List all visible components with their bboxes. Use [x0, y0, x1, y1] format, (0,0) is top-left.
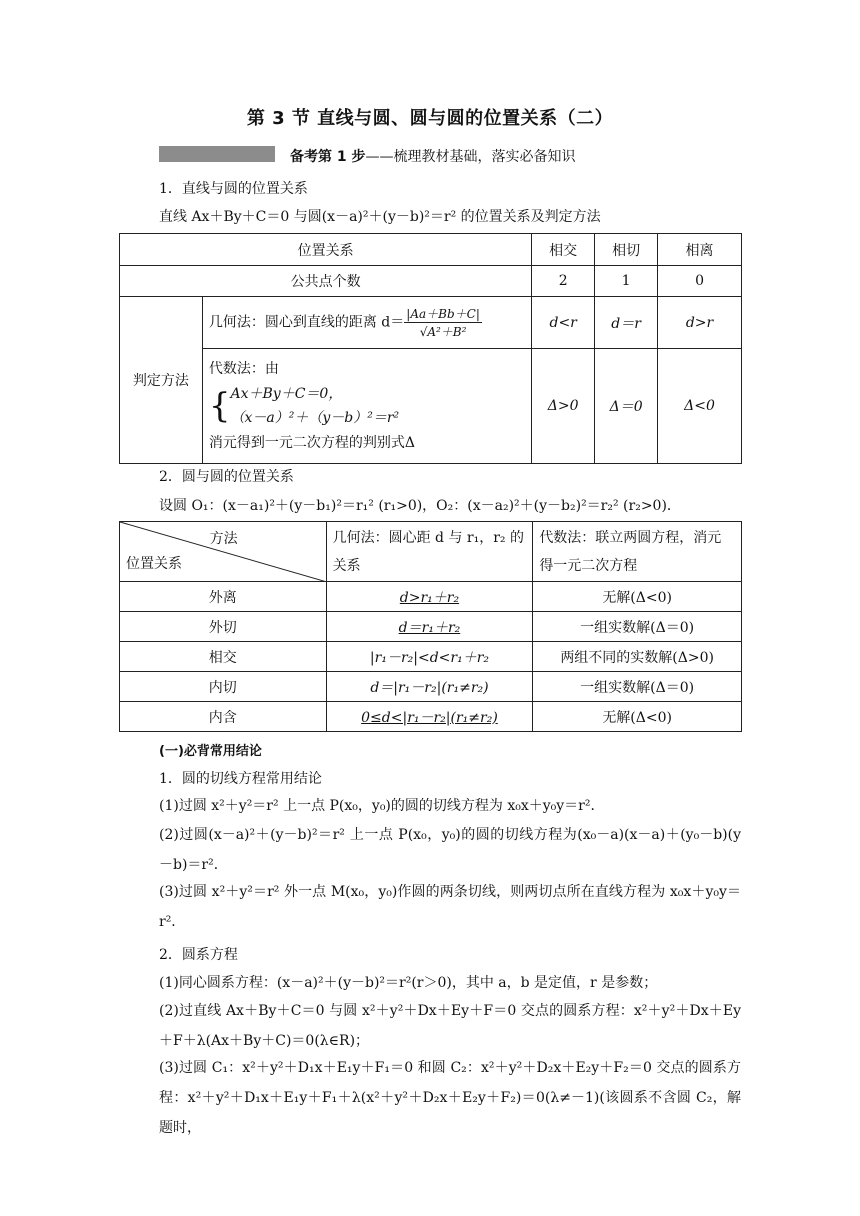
diagonal-header	[120, 522, 327, 582]
system-eq2: （x－a）²＋（y－b）²＝r²	[230, 410, 400, 426]
alg-cell: 一组实数解(Δ＝0)	[533, 672, 742, 702]
alg-cell: 无解(Δ<0)	[533, 582, 742, 612]
fraction-numerator: |Aa＋Bb＋C|	[406, 307, 480, 321]
conclusion-2-1: (1)同心圆系方程：(x－a)²＋(y－b)²＝r²(r＞0)，其中 a，b 是定值，r 是参数；	[159, 975, 658, 991]
common-points-label: 公共点个数	[120, 266, 532, 297]
line-circle-table	[119, 233, 742, 464]
relation-cell: 内含	[120, 702, 327, 732]
common-points-value: 2	[532, 266, 595, 297]
geo-tangent-cond: d＝r	[595, 297, 658, 349]
relation-cell: 外离	[120, 582, 327, 612]
geo-separate-cond: d>r	[658, 297, 742, 349]
discriminant-text: 消元得到一元二次方程的判别式Δ	[208, 435, 415, 451]
alg-cell: 无解(Δ<0)	[533, 702, 742, 732]
header-separate: 相离	[658, 234, 742, 266]
conclusion-1-3: (3)过圆 x²＋y²＝r² 外一点 M(x₀，y₀)作圆的两条切线，则两切点所在直线方程为 x₀x＋y₀y＝r²．	[159, 884, 741, 930]
header-geometric: 几何法：圆心距 d 与 r₁，r₂ 的关系	[326, 522, 533, 582]
geometric-method	[202, 297, 531, 349]
section2-intro: 设圆 O₁：(x－a₁)²＋(y－b₁)²＝r₁² (r₁>0)，O₂：(x－a₂)²＋(y－b₂)²＝r₂² (r₂>0)．	[159, 498, 681, 514]
algebraic-method	[202, 349, 531, 464]
step-number: 备考第 1 步	[290, 149, 366, 165]
alg-cell: 一组实数解(Δ＝0)	[533, 612, 742, 642]
section1-intro: 直线 Ax＋By＋C＝0 与圆(x－a)²＋(y－b)²＝r² 的位置关系及判定方法	[159, 209, 601, 225]
common-points-value: 0	[658, 266, 742, 297]
fraction-denominator: √A²＋B²	[419, 325, 467, 339]
judge-method-label: 判定方法	[120, 297, 203, 464]
common-points-value: 1	[595, 266, 658, 297]
conclusion-2-2: (2)过直线 Ax＋By＋C＝0 与圆 x²＋y²＋Dx＋Ey＋F＝0 交点的圆系方程：x²＋y²＋Dx＋Ey＋F＋λ(Ax＋By＋C)＝0(λ∈R)；	[159, 1003, 741, 1049]
alg-separate-cond: Δ<0	[658, 349, 742, 464]
header-tangent: 相切	[595, 234, 658, 266]
relation-cell: 相交	[120, 642, 327, 672]
system-eq1: Ax＋By＋C＝0，	[230, 386, 343, 402]
geometric-method-text: 几何法：圆心到直线的距离 d＝	[208, 314, 405, 331]
header-relation: 位置关系	[120, 234, 532, 266]
section2-heading: 2．圆与圆的位置关系	[159, 469, 294, 485]
geo-intersect-cond: d<r	[532, 297, 595, 349]
circle-circle-table	[119, 521, 742, 732]
geo-cell: d＝|r₁－r₂|(r₁≠r₂)	[326, 672, 533, 702]
alg-intersect-cond: Δ>0	[532, 349, 595, 464]
alg-cell: 两组不同的实数解(Δ>0)	[533, 642, 742, 672]
step-text: ——梳理教材基础，落实必备知识	[365, 149, 576, 165]
algebraic-method-text: 代数法：由	[208, 361, 279, 377]
conclusions-heading: (一)必背常用结论	[159, 744, 262, 759]
tangent-heading: 1．圆的切线方程常用结论	[159, 771, 322, 787]
circle-system-heading: 2．圆系方程	[159, 947, 238, 963]
alg-tangent-cond: Δ＝0	[595, 349, 658, 464]
conclusion-2-3: (3)过圆 C₁：x²＋y²＋D₁x＋E₁y＋F₁＝0 和圆 C₂：x²＋y²＋D₂x＋E₂y＋F₂＝0 交点的圆系方程：x²＋y²＋D₁x＋E₁y＋F₁＋λ(x²＋y²＋D₂x＋E₂y＋F₂)＝0(λ≠－1)(该圆系不含圆 C₂，解题时，	[159, 1060, 741, 1136]
step-label	[290, 146, 576, 166]
geo-cell: 0≤d<|r₁－r₂|(r₁≠r₂)	[326, 702, 533, 732]
diag-top-label: 方法	[209, 531, 238, 547]
brace-symbol: {	[208, 386, 231, 426]
step-marker-bar	[159, 146, 275, 162]
conclusion-1-1: (1)过圆 x²＋y²＝r² 上一点 P(x₀，y₀)的圆的切线方程为 x₀x＋y₀y＝r²．	[159, 798, 605, 814]
header-algebraic: 代数法：联立两圆方程，消元得一元二次方程	[533, 522, 742, 582]
relation-cell: 外切	[120, 612, 327, 642]
geo-cell: d＝r₁＋r₂	[326, 612, 533, 642]
header-intersect: 相交	[532, 234, 595, 266]
distance-fraction	[404, 305, 482, 340]
section1-heading: 1．直线与圆的位置关系	[159, 181, 308, 197]
page-title: 第 3 节 直线与圆、圆与圆的位置关系（二）	[246, 108, 614, 129]
geo-cell: d>r₁＋r₂	[326, 582, 533, 612]
diag-bottom-label: 位置关系	[126, 556, 182, 572]
equation-system	[209, 382, 525, 430]
relation-cell: 内切	[120, 672, 327, 702]
conclusion-1-2: (2)过圆(x－a)²＋(y－b)²＝r² 上一点 P(x₀，y₀)的圆的切线方程为(x₀－a)(x－a)＋(y₀－b)(y－b)＝r²．	[159, 827, 741, 873]
geo-cell: |r₁－r₂|<d<r₁＋r₂	[326, 642, 533, 672]
